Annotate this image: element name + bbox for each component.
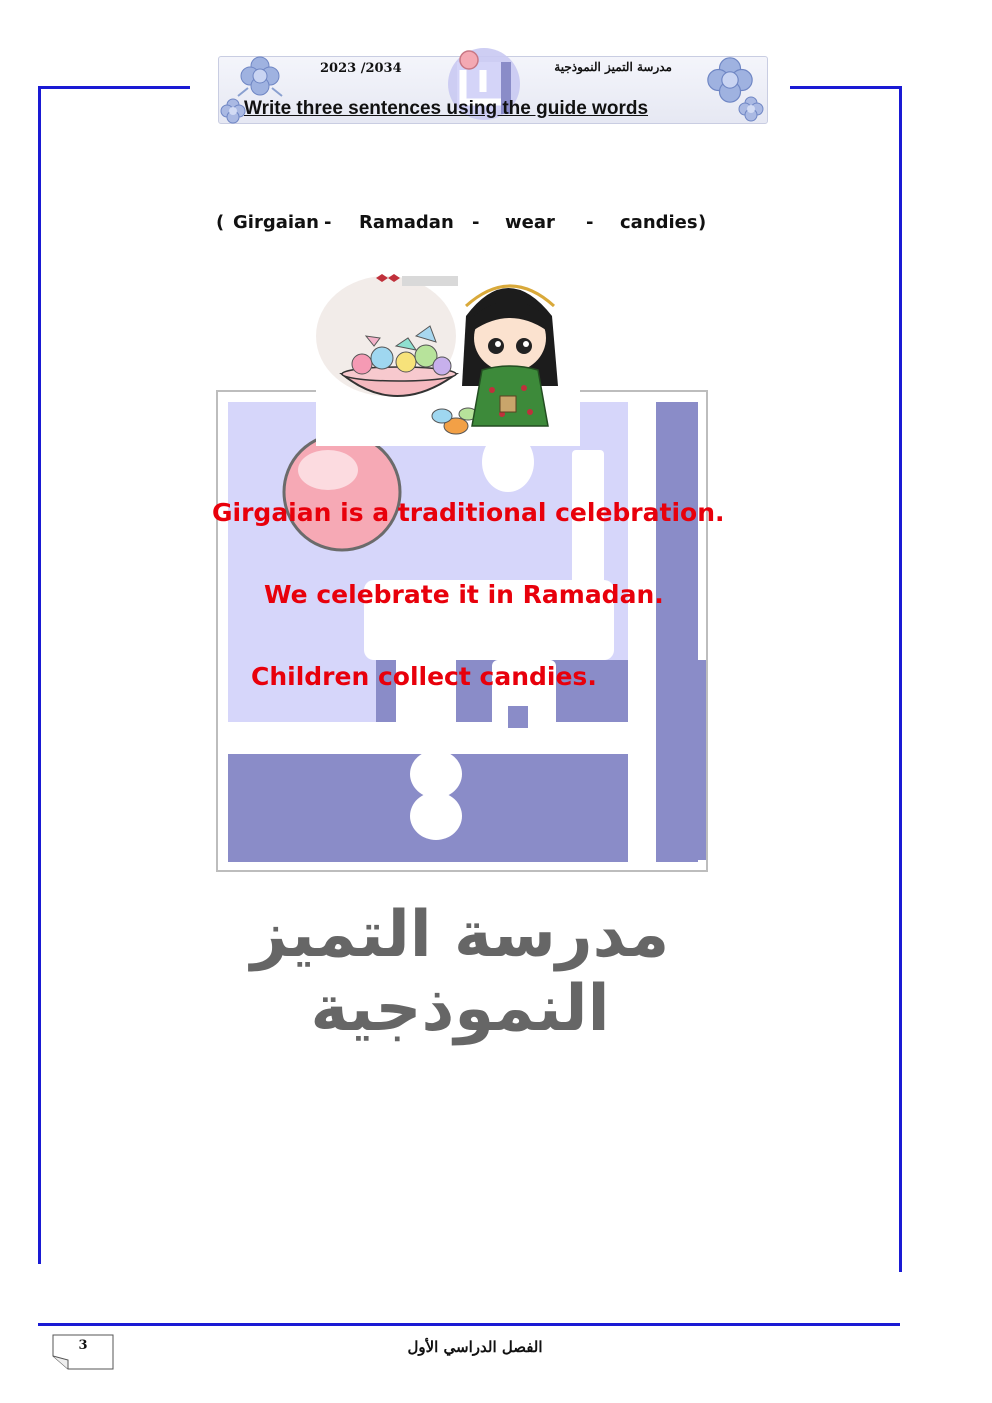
guide-separator-2: - <box>472 212 480 233</box>
footer-divider <box>38 1323 900 1326</box>
guide-word-2: Ramadan <box>359 212 454 233</box>
term-label: الفصل الدراسي الأول <box>407 1338 543 1356</box>
header-school-name: مدرسة التميز النموذجية <box>554 60 672 74</box>
frame-right <box>899 86 902 1272</box>
rose-right-small-icon <box>736 94 766 124</box>
frame-top-left <box>38 86 190 89</box>
girgaian-illustration <box>316 266 580 446</box>
guide-separator-1: - <box>324 212 332 233</box>
frame-left <box>38 86 41 1264</box>
answer-sentence-1: Girgaian is a traditional celebration. <box>212 498 725 527</box>
guide-words <box>216 212 716 238</box>
watermark-school-name: مدرسة التميز النموذجية <box>250 898 670 1046</box>
instruction-heading: Write three sentences using the guide words <box>244 98 649 119</box>
answer-sentence-3: Children collect candies. <box>251 662 597 691</box>
guide-word-3: wear <box>505 212 555 233</box>
page-number: 3 <box>78 1338 88 1353</box>
frame-top-right <box>790 86 902 89</box>
answer-sentence-2: We celebrate it in Ramadan. <box>264 580 664 609</box>
guide-word-1: Girgaian <box>233 212 319 233</box>
school-year: 2023 /2034 <box>320 61 402 76</box>
watermark-logo-icon <box>216 390 708 872</box>
guide-close-paren: ) <box>698 212 707 233</box>
guide-word-4: candies <box>620 212 698 233</box>
guide-separator-3: - <box>586 212 594 233</box>
guide-open-paren: ( <box>216 212 225 233</box>
rose-left-icon <box>236 52 284 100</box>
